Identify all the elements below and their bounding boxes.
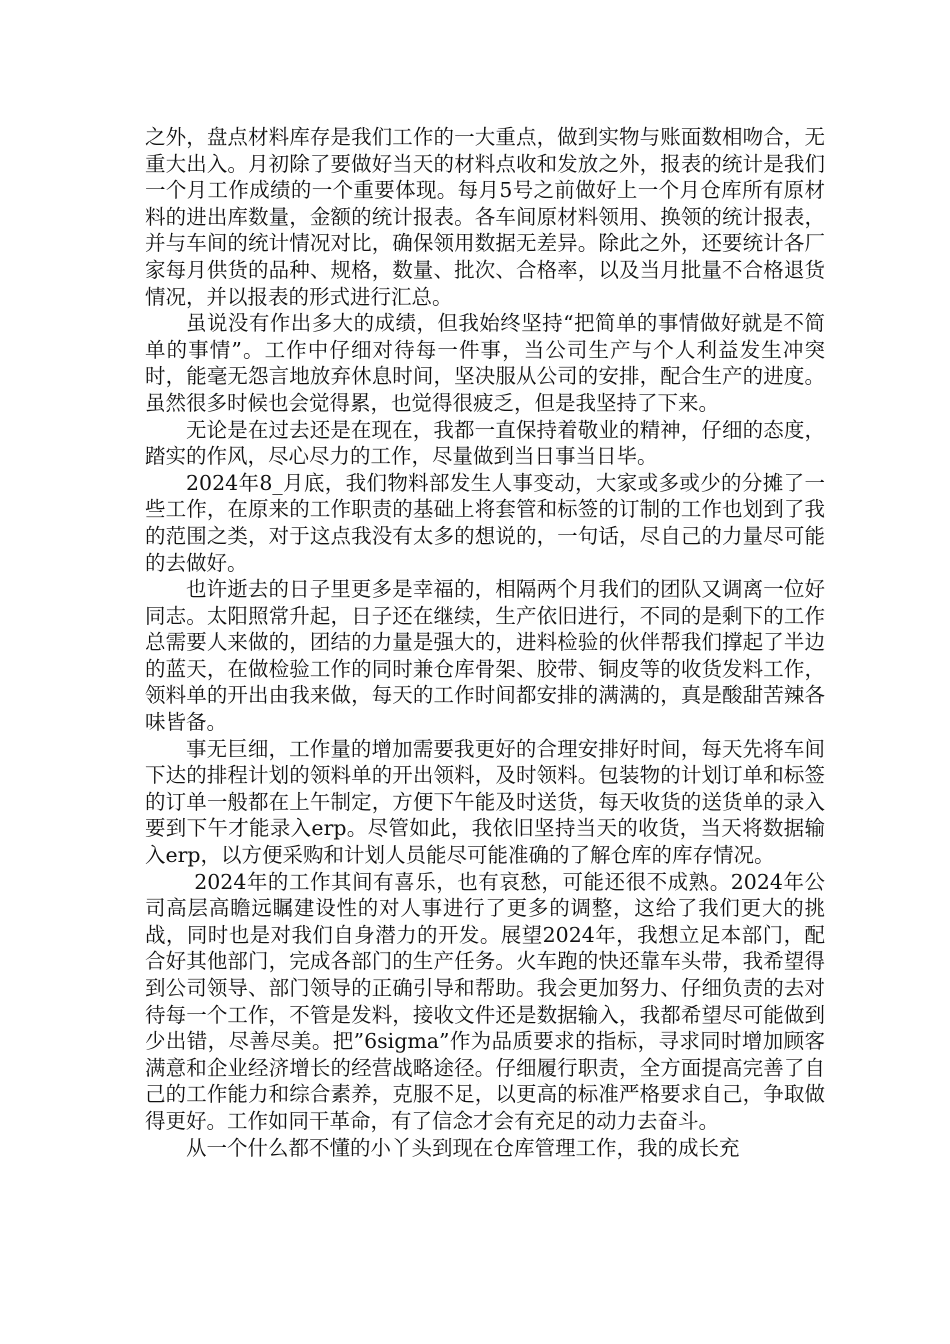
paragraph-growth: 从一个什么都不懂的小丫头到现在仓库管理工作，我的成长充 [186, 1135, 740, 1160]
paragraph-team-change: 也许逝去的日子里更多是幸福的，相隔两个月我们的团队又调离一位好同志。太阳照常升起，日子还在继续，生产依旧进行，不同的是剩下的工作总需要人来做的，团结的力量是强大的，进料检验的伙伴帮我们撑起了半边的蓝天，在做检验工作的同时兼仓库骨架、胶带、铜皮等的收货发料工作，领料单的开出由我来做，每天的工作时间都安排的满满的，真是酸甜苦辣各味皆备。 [145, 577, 825, 735]
paragraph-personnel-change: 2024年8_月底，我们物料部发生人事变动，大家或多或少的分摊了一些工作，在原来的工作职责的基础上将套管和标签的订制的工作也划到了我的范围之类，对于这点我没有太多的想说的，一句话，尽自己的力量尽可能的去做好。 [145, 470, 825, 575]
paragraph-time-arrangement: 事无巨细，工作量的增加需要我更好的合理安排好时间，每天先将车间下达的排程计划的领料单的开出领料，及时领料。包装物的计划订单和标签的订单一般都在上午制定，方便下午能及时送货，每天收货的送货单的录入要到下午才能录入erp。尽管如此，我依旧坚持当天的收货，当天将数据输入erp，以方便采购和计划人员能尽可能准确的了解仓库的库存情况。 [145, 736, 825, 868]
document-body [145, 124, 825, 1161]
paragraph-inventory-reports: 之外，盘点材料库存是我们工作的一大重点，做到实物与账面数相吻合，无重大出入。月初除了要做好当天的材料点收和发放之外，报表的统计是我们一个月工作成绩的一个重要体现。每月5号之前做好上一个月仓库所有原材料的进出库数量，金额的统计报表。各车间原材料领用、换领的统计报表，并与车间的统计情况对比，确保领用数据无差异。除此之外，还要统计各厂家每月供货的品种、规格，数量、批次、合格率，以及当月批量不合格退货情况，并以报表的形式进行汇总。 [145, 125, 825, 309]
paragraph-persistence: 虽说没有作出多大的成绩，但我始终坚持“把简单的事情做好就是不简单的事情”。工作中仔细对待每一件事，当公司生产与个人利益发生冲突时，能毫无怨言地放弃休息时间，坚决服从公司的安排，配合生产的进度。虽然很多时候也会觉得累，也觉得很疲乏，但是我坚持了下来。 [145, 311, 825, 415]
paragraph-work-attitude: 无论是在过去还是在现在，我都一直保持着敬业的精神，仔细的态度，踏实的作风，尽心尽力的工作，尽量做到当日事当日毕。 [145, 417, 825, 469]
paragraph-year-outlook: 2024年的工作其间有喜乐，也有哀愁，可能还很不成熟。2024年公司高层高瞻远瞩建设性的对人事进行了更多的调整，这给了我们更大的挑战，同时也是对我们自身潜力的开发。展望2024年，我想立足本部门，配合好其他部门，完成各部门的生产任务。火车跑的快还靠车头带，我希望得到公司领导、部门领导的正确引导和帮助。我会更加努力、仔细负责的去对待每一个工作，不管是发料，接收文件还是数据输入，我都希望尽可能做到少出错，尽善尽美。把”6sigma”作为品质要求的指标，寻求同时增加顾客满意和企业经济增长的经营战略途径。仔细履行职责，全方面提高完善了自己的工作能力和综合素养，克服不足，以更高的标准严格要求自己，争取做得更好。工作如同干革命，有了信念才会有充足的动力去奋斗。 [145, 869, 825, 1133]
